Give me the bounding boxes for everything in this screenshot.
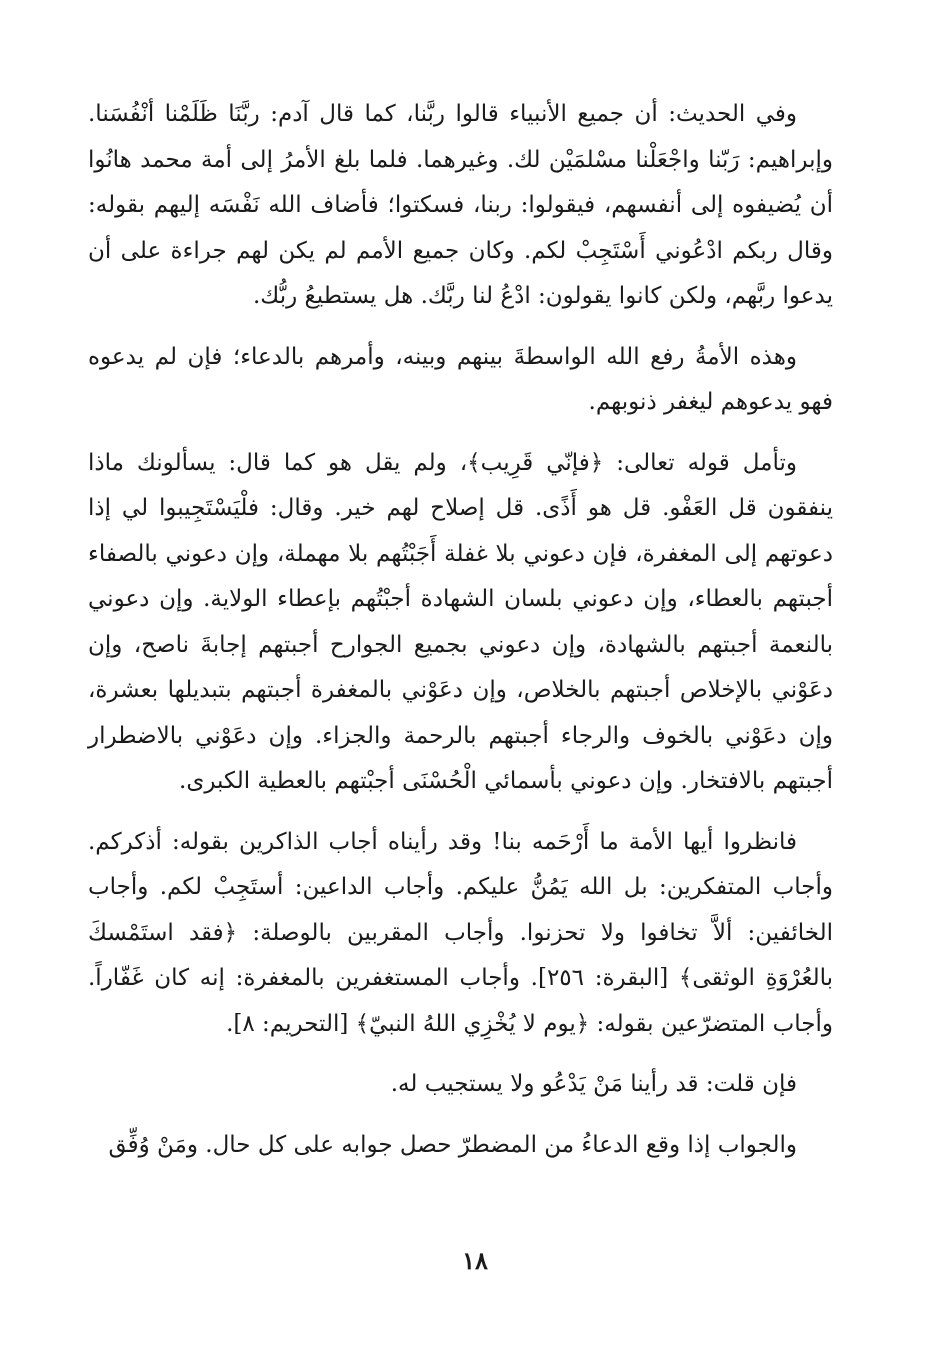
paragraph-mercy: فانظروا أيها الأمة ما أَرْحَمه بنا! وقد رأيناه أجاب الذاكرين بقوله: أذكركم. وأجاب المتفكرين: بل الله يَمُنُّ عليكم. وأجاب الداعين: أستَجِبْ لكم. وأجاب الخائفين: ألاَّ تخافوا ولا تحزنوا. وأجاب المقربين بالوصلة: ﴿فقد استَمْسكَ بالعُرْوَةِ الوثقى﴾ [البقرة: ٢٥٦]. وأجاب المستغفرين بالمغفرة: إنه كان غَفّاراً. وأجاب المتضرّعين بقوله: ﴿يوم لا يُخْزِي اللهُ النبيّ﴾ [التحريم: ٨]. [88,828,833,1037]
paragraph-ummah: وهذه الأمةُ رفع الله الواسطةَ بينهم وبينه، وأمرهم بالدعاء؛ فإن لم يدعوه فهو يدعوهم ليغفر ذنوبهم. [88,343,833,415]
page-number: ١٨ [462,1246,488,1275]
page-body [88,92,833,1168]
paragraph-question: فإن قلت: قد رأينا مَنْ يَدْعُو ولا يستجيب له. [390,1071,797,1097]
paragraph-answer: والجواب إذا وقع الدعاءُ من المضطرّ حصل جوابه على كل حال. ومَنْ وُفِّق [108,1131,797,1158]
paragraph-hadith: وفي الحديث: أن جميع الأنبياء قالوا ربَّنا، كما قال آدم: ربَّنَا ظَلَمْنا أنْفُسَنا. وإبراهيم: رَبّنا واجْعَلْنا مسْلمَيْن لك. وغيرهما. فلما بلغ الأمرُ إلى أمة محمد هانُوا أن يُضيفوه إلى أنفسهم، فيقولوا: ربنا، فسكتوا؛ فأضاف الله نَفْسَه إليهم بقوله: وقال ربكم ادْعُوني أَسْتَجِبْ لكم. وكان جميع الأمم لم يكن لهم جراءة على أن يدعوا ربَّهم، ولكن كانوا يقولون: ادْعُ لنا ربَّك. هل يستطيعُ ربُّك. [88,101,833,309]
paragraph-reflection: وتأمل قوله تعالى: ﴿فإنّي قَرِيب﴾، ولم يقل هو كما قال: يسألونك ماذا ينفقون قل العَفْو. قل هو أَذًى. قل إصلاح لهم خير. وقال: فلْيَسْتَجِيبوا لي إذا دعوتهم إلى المغفرة، فإن دعوني بلا غفلة أَجَبْتُهم بلا مهملة، وإن دعوني بالصفاء أجبتهم بالعطاء، وإن دعوني بلسان الشهادة أجبْتُهم بإعطاء الولاية. وإن دعوني بالنعمة أجبتهم بالشهادة، وإن دعوني بجميع الجوارح أجبتهم إجابةَ ناصح، وإن دعَوْني بالإخلاص أجبتهم بالخلاص، وإن دعَوْني بالمغفرة أجبتهم بتبديلها بعشرة، وإن دعَوْني بالخوف والرجاء أجبتهم بالرحمة والجزاء. وإن دعَوْني بالاضطرار أجبتهم بالافتخار. وإن دعوني بأسمائي الْحُسْنَى أجبْتهم بالعطية الكبرى. [88,449,833,794]
